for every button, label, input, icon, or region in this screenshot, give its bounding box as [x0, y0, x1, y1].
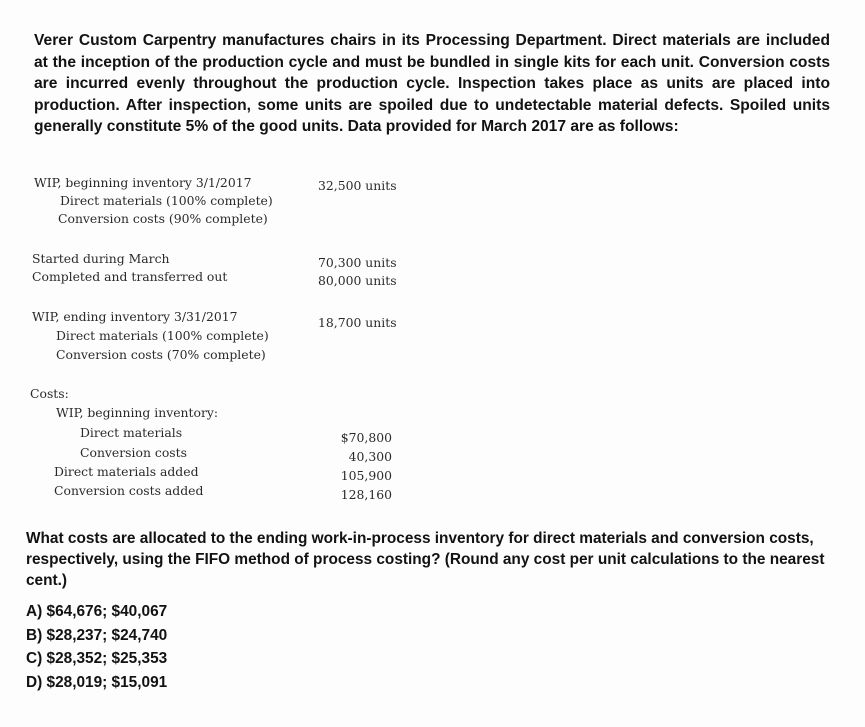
- wip-begin-dm-label: Direct materials (100% complete): [60, 193, 273, 208]
- option-b[interactable]: B) $28,237; $24,740: [26, 626, 168, 644]
- costs-dm-added-value: 105,900: [340, 468, 392, 483]
- answer-options: [26, 600, 167, 694]
- wip-end-cc-label: Conversion costs (70% complete): [56, 347, 266, 362]
- costs-heading: Costs:: [30, 386, 69, 401]
- wip-begin-value: 32,500 units: [318, 178, 397, 193]
- costs-dm-value: $70,800: [340, 430, 392, 445]
- question-block: [26, 528, 826, 591]
- question-text: What costs are allocated to the ending work-in-process inventory for direct materials and conversion costs, respectively, using the FIFO method of process costing? (Round any cost per unit calculations to the nearest cent.): [26, 530, 825, 589]
- costs-cc-value: 40,300: [348, 449, 392, 464]
- option-d[interactable]: D) $28,019; $15,091: [26, 673, 168, 691]
- costs-cc-added-label: Conversion costs added: [54, 483, 204, 498]
- costs-cc-added-value: 128,160: [340, 487, 392, 502]
- costs-cc-label: Conversion costs: [80, 445, 187, 460]
- costs-wip-begin-label: WIP, beginning inventory:: [56, 405, 219, 420]
- problem-intro: [34, 30, 830, 138]
- wip-end-dm-label: Direct materials (100% complete): [56, 328, 269, 343]
- started-label: Started during March: [32, 251, 170, 266]
- wip-begin-cc-label: Conversion costs (90% complete): [58, 211, 268, 226]
- completed-label: Completed and transferred out: [32, 269, 228, 284]
- option-a[interactable]: A) $64,676; $40,067: [26, 603, 168, 620]
- wip-end-label: WIP, ending inventory 3/31/2017: [32, 309, 238, 324]
- wip-begin-label: WIP, beginning inventory 3/1/2017: [34, 175, 252, 190]
- completed-value: 80,000 units: [318, 273, 397, 288]
- option-c[interactable]: C) $28,352; $25,353: [26, 650, 168, 667]
- costs-dm-label: Direct materials: [80, 425, 183, 440]
- started-value: 70,300 units: [318, 255, 397, 270]
- costs-dm-added-label: Direct materials added: [54, 464, 199, 479]
- intro-paragraph: Verer Custom Carpentry manufactures chairs in its Processing Department. Direct materials are included at the inception of the production cycle and must be bundled in single kits for each unit. Conversion costs are incurred evenly throughout the production cycle. Inspection takes place as units are placed into production. After inspection, some units are spoiled due to undetectable material defects. Spoiled units generally constitute 5% of the good units. Data provided for March 2017 are as follows:: [34, 32, 830, 135]
- wip-end-value: 18,700 units: [318, 315, 397, 330]
